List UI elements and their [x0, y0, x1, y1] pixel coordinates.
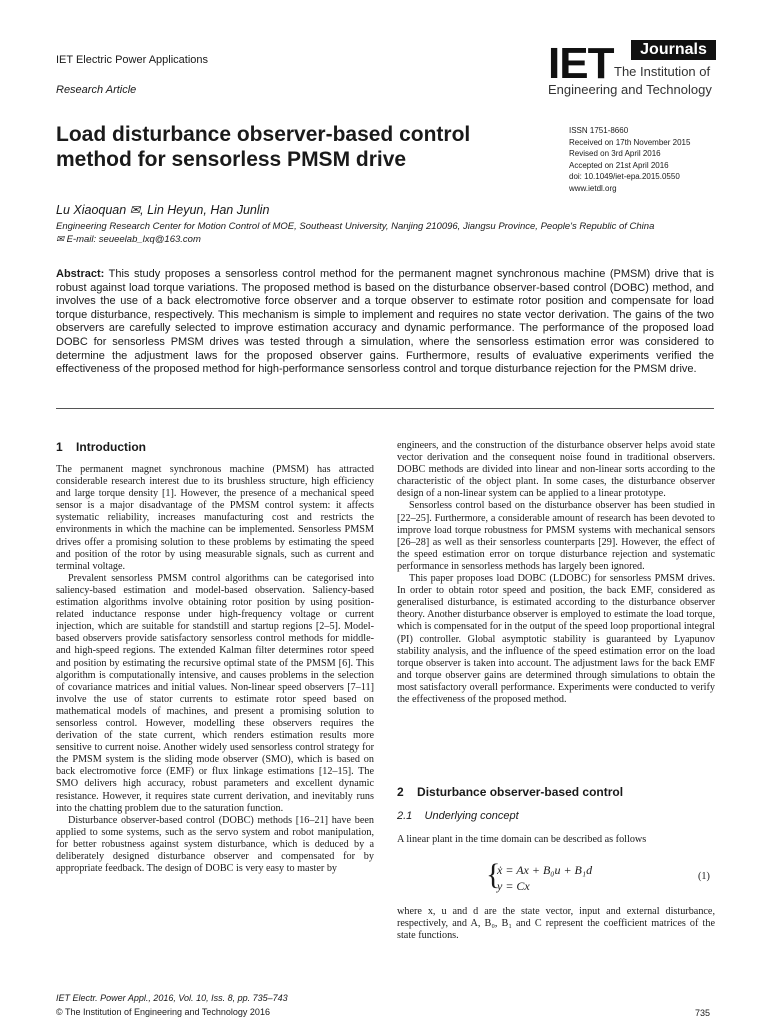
meta-doi[interactable]: doi: 10.1049/iet-epa.2015.0550	[569, 172, 680, 181]
footer-copyright: © The Institution of Engineering and Technology 2016	[56, 1007, 270, 1017]
equation-number: (1)	[698, 871, 710, 882]
meta-revised: Revised on 3rd April 2016	[569, 149, 661, 158]
logo-line2: Engineering and Technology	[548, 82, 712, 97]
logo-journals-box: Journals	[631, 40, 716, 60]
paragraph: The permanent magnet synchronous machine (PMSM) has attracted considerable research interest due to its brushless structure, high efficiency and large torque density [1]. However, the presence of a mechanical speed sensor is a major disadvantage of the PMSM control system: it affects systematic reliability, increases manufacturing cost and restricts the environments in which the machine can be implemented. Sensorless PMSM drives offer a promising solution to these problems by estimating the speed and position of the rotor by using measurable signals, such as current and terminal voltage.	[56, 464, 374, 572]
paper-title: Load disturbance observer-based control method for sensorless PMSM drive	[56, 123, 471, 171]
paragraph: Prevalent sensorless PMSM control algorithms can be categorised into saliency-based estimation and model-based observation. Saliency-based estimation algorithms involve obtaining rotor position by using position-related inductance response under high-frequency voltage or current injection, which are suitable for standstill and startup regions [2–5]. Model-based observers provide satisfactory sensorless control methods for middle- and high-speed regions. The extended Kalman filter determines rotor speed and position by estimating the recursive optimal state of the PMSM [6]. This algorithm is computationally intensive, and causes problems in the selection of covariance matrices and initial values. Non-linear speed observers [7–11] involve the use of stator currents to estimate rotor speed based on mathematical models of machines, and present a promising solution to sensorless control. However, modelling these observers requires the derivation of the state current, which renders estimation results more sensitive to current noise. Another widely used sensorless control strategy for the PMSM system is the sliding mode observer (SMO), which is based on back electromotive force (EMF) or flux linkage estimations [12–15]. The SMO delivers high accuracy, robust parameters and excellent dynamic resistance. However, it requires state current derivation, and inevitably runs into the chatting problem due to the saturation function.	[56, 572, 374, 814]
paragraph: Sensorless control based on the disturbance observer has been studied in [22–25]. Furthermore, a considerable amount of research has been devoted to improve load torque robustness for PMSM systems with mechanical sensors [26–28] as well as their sensorless counterparts [29]. However, the effect of the speed estimation error on torque disturbance rejection and systematic performance in sensorless methods has largely been ignored.	[397, 500, 715, 572]
affiliation-text: Engineering Research Center for Motion Control of MOE, Southeast University, Nanjing 210096, Jiangsu Province, People's Republic of China	[56, 221, 655, 232]
meta-issn: ISSN 1751-8660	[569, 126, 629, 135]
page-number: 735	[695, 1008, 711, 1018]
column-right	[397, 440, 715, 706]
abstract-label: Abstract:	[56, 268, 105, 280]
article-type: Research Article	[56, 84, 137, 96]
meta-accepted: Accepted on 21st April 2016	[569, 160, 669, 170]
divider	[56, 408, 714, 409]
affiliation	[56, 221, 706, 246]
equation-brace: {	[486, 858, 501, 891]
equation-line2: y = Cx	[497, 879, 530, 893]
logo-mark: IET	[548, 39, 614, 88]
iet-logo	[548, 40, 716, 98]
email[interactable]: ✉ E-mail: seueelab_lxq@163.com	[56, 233, 201, 245]
paragraph: where x, u and d are the state vector, input and external disturbance, respectively, and A, B₀, B₁ and C represent the coefficient matrices of the state functions.	[397, 906, 715, 942]
equation-line1: ẋ = Ax + B₀u + B₁d	[497, 863, 593, 877]
paragraph: This paper proposes load DOBC (LDOBC) for sensorless PMSM drives. In order to obtain rotor speed and position, the back EMF, considered as generalised disturbance, is estimated according to the disturbance observer theory. Another disturbance observer is employed to estimate the load torque, which is compensated for in the output of the speed loop proportional integral (PI) controller. Global asymptotic stability is guaranteed by Lyapunov stability analysis, and the influence of the speed estimation error on the load torque observer is taken into account. The adjustment laws for the back EMF and torque observer gains are determined through simulations to obtain the most satisfactory overall performance. Experiments were conducted to verify the effectiveness of the proposed method.	[397, 573, 715, 705]
footer-citation: IET Electr. Power Appl., 2016, Vol. 10, Iss. 8, pp. 735–743	[56, 993, 288, 1003]
author-list: Lu Xiaoquan ✉, Lin Heyun, Han Junlin	[56, 203, 270, 217]
meta-received: Received on 17th November 2015	[569, 137, 691, 147]
paragraph: A linear plant in the time domain can be described as follows	[397, 834, 647, 845]
logo-line1: The Institution of	[614, 64, 711, 79]
paragraph: engineers, and the construction of the disturbance observer helps avoid state vector derivation and the consequent noise found in traditional observers. DOBC methods are divided into linear and non-linear sorts according to the characteristic of the object plant. In some cases, the disturbance observer design of a non-linear system can be applied to a linear prototype.	[397, 440, 715, 500]
abstract-text: This study proposes a sensorless control method for the permanent magnet synchronous machine (PMSM) drive that is robust against load torque variations. The proposed method is based on the disturbance observer-based control (DOBC) method, and involves the use of a back electromotive force observer and a torque observer to estimate rotor position and compensate for load torque disturbance, respectively. This mechanism is simple to implement and requires no state vector derivation. The gains of the two observers are carefully selected to improve estimation accuracy and dynamic performance. The performance of the proposed load DOBC for sensorless PMSM drives was tested through a simulation, where the sensorless estimation error was considered to determine the adjustment laws for the proposed observer gains. Furthermore, results of evaluative experiments verified the effectiveness of the proposed method for high-performance sensorless control and torque disturbance rejection for the PMSM drive.	[56, 268, 715, 376]
paragraph: Disturbance observer-based control (DOBC) methods [16–21] have been applied to some systems, such as the servo system and robot manipulation, for better robustness against system disturbance, which is deduced by a deliberately designed disturbance observer and compensated for by appropriate feedback. The design of DOBC is very easy to master by	[56, 814, 374, 875]
section-heading-2: 2 Disturbance observer-based control	[397, 785, 624, 799]
article-meta	[569, 125, 690, 194]
subsection-heading: 2.1 Underlying concept	[397, 810, 519, 822]
equation	[497, 862, 592, 894]
meta-url[interactable]: www.ietdl.org	[569, 183, 617, 193]
abstract	[56, 268, 714, 377]
section-heading-1: 1 Introduction	[56, 440, 147, 454]
journal-name: IET Electric Power Applications	[56, 54, 209, 66]
column-left	[56, 464, 374, 875]
